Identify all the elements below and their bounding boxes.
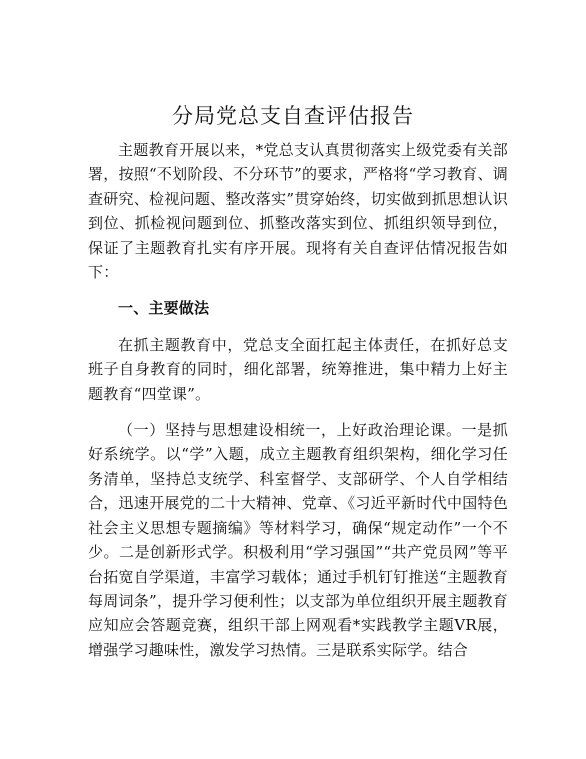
intro-paragraph: 主题教育开展以来，*党总支认真贯彻落实上级党委有关部署，按照“不划阶段、不分环节”的要求，严格将“学习教育、调查研究、检视问题、整改落实”贯穿始终，切实做到抓思想认识到位、抓检视问题到位、抓整改落实到位、抓组织领导到位，保证了主题教育扎实有序开展。现将有关自查评估情况报告如下： xyxy=(88,141,508,282)
paragraph-gap xyxy=(88,406,508,418)
subsection-paragraph: （一）坚持与思想建设相统一，上好政治理论课。一是抓好系统学。以“学”入题，成立主题教育组织架构，细化学习任务清单，坚持总支统学、科室督学、支部研学、个人自学相结合，迅速开展党的二十大精神、党章、《习近平新时代中国特色社会主义思想专题摘编》等材料学习，确保“规定动作”一个不少。二是创新形式学。积极利用“学习强国”“共产党员网”等平台拓宽自学渠道，丰富学习载体；通过手机钉钉推送“主题教育每周词条”，提升学习便利性；以支部为单位组织开展主题教育应知应会答题竞赛，组织干部上网观看*实践教学主题VR展，增强学习趣味性，激发学习热情。三是联系实际学。结合 xyxy=(88,421,508,659)
paragraph-gap xyxy=(88,284,508,296)
document-body xyxy=(88,138,508,662)
paragraph-gap xyxy=(88,321,508,333)
section-heading: 一、主要做法 xyxy=(118,299,210,318)
section-intro-paragraph: 在抓主题教育中，党总支全面扛起主体责任，在抓好总支班子自身教育的同时，细化部署，统筹推进，集中精力上好主题教育“四堂课”。 xyxy=(88,335,508,403)
document-title: 分局党总支自查评估报告 xyxy=(172,104,414,128)
